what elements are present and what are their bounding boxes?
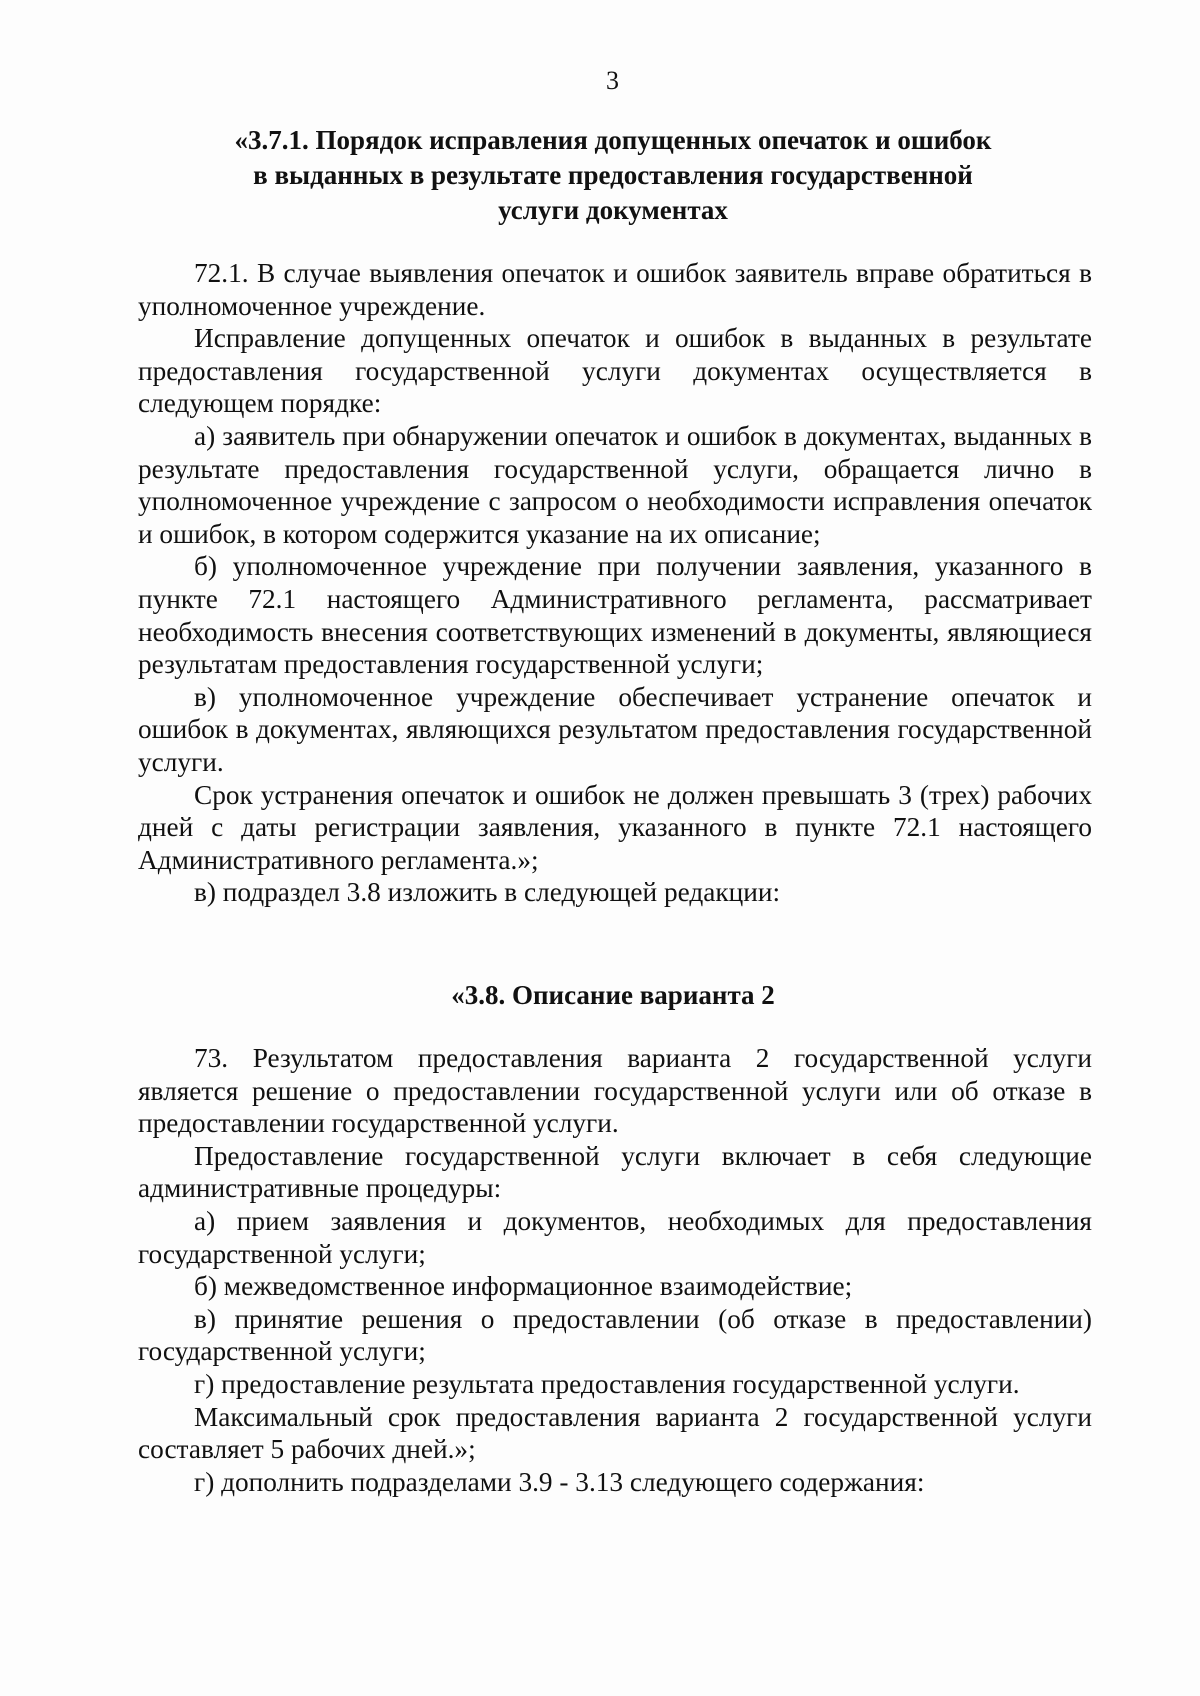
paragraph-procedures-intro: Предоставление государственной услуги включает в себя следующие административные процедуры: <box>138 1140 1092 1204</box>
paragraph-deadline: Срок устранения опечаток и ошибок не должен превышать 3 (трех) рабочих дней с даты регистрации заявления, указанного в пункте 72.1 настоящего Административного регламента.»; <box>138 779 1092 875</box>
list-item-b: б) межведомственное информационное взаимодействие; <box>194 1271 853 1302</box>
paragraph-amendment-3-8: в) подраздел 3.8 изложить в следующей редакции: <box>194 877 781 908</box>
list-item-b: б) уполномоченное учреждение при получении заявления, указанного в пункте 72.1 настоящего Административного регламента, рассматривает необходимость внесения соответствующих изменений в документы, являющиеся результатам предоставления государственной услуги; <box>138 551 1092 680</box>
heading-line: в выданных в результате предоставления государственной <box>253 160 973 190</box>
list-item-a: а) заявитель при обнаружении опечаток и ошибок в документах, выданных в результате предоставления государственной услуги, обращается лично в уполномоченное учреждение с запросом о необходимости исправления опечаток и ошибок, в котором содержится указание на их описание; <box>138 420 1092 549</box>
section-3-8-heading: «3.8. Описание варианта 2 <box>451 980 775 1010</box>
list-item-v: в) принятие решения о предоставлении (об отказе в предоставлении) государственной услуги; <box>138 1303 1092 1367</box>
heading-line: услуги документах <box>498 195 728 225</box>
page-number: 3 <box>606 66 619 95</box>
list-item-v: в) уполномоченное учреждение обеспечивает устранение опечаток и ошибок в документах, являющихся результатом предоставления государственной услуги. <box>138 681 1092 777</box>
heading-line: «3.7.1. Порядок исправления допущенных опечаток и ошибок <box>234 125 992 155</box>
paragraph-73: 73. Результатом предоставления варианта 2 государственной услуги является решение о предоставлении государственной услуги или об отказе в предоставлении государственной услуги. <box>138 1043 1092 1139</box>
paragraph-max-term: Максимальный срок предоставления варианта 2 государственной услуги составляет 5 рабочих дней.»; <box>138 1401 1092 1465</box>
list-item-g: г) предоставление результата предоставления государственной услуги. <box>194 1368 1020 1399</box>
paragraph-72-1: 72.1. В случае выявления опечаток и ошибок заявитель вправе обратиться в уполномоченное учреждение. <box>138 258 1092 321</box>
section-3-8-body <box>138 1042 1092 1498</box>
section-3-7-1-body <box>138 257 1092 909</box>
section-3-7-1-heading <box>136 123 1090 228</box>
paragraph-amendment-3-9: г) дополнить подразделами 3.9 - 3.13 следующего содержания: <box>194 1466 925 1497</box>
list-item-a: а) прием заявления и документов, необходимых для предоставления государственной услуги; <box>138 1205 1092 1269</box>
paragraph-correction-procedure: Исправление допущенных опечаток и ошибок в выданных в результате предоставления государственной услуги документах осуществляется в следующем порядке: <box>138 323 1092 419</box>
